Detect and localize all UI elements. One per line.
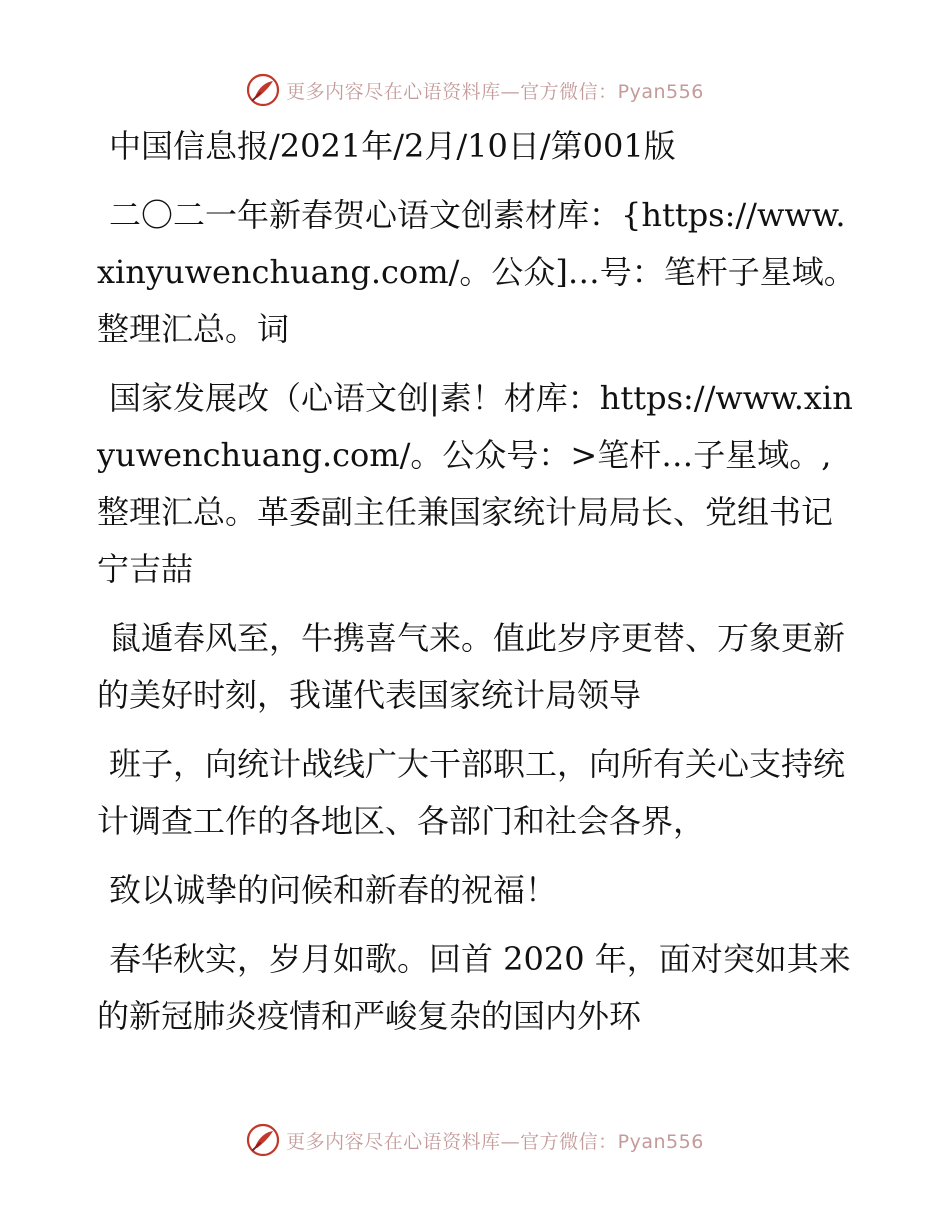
feather-logo-icon — [246, 1123, 280, 1157]
watermark-text: 更多内容尽在心语资料库—官方微信：Pyan556 — [286, 1130, 704, 1153]
paragraph-greeting-cont: 班子，向统计战线广大干部职工，向所有关心支持统计调查工作的各地区、各部门和社会各界， — [97, 745, 846, 840]
wechat-id: Pyan556 — [617, 80, 704, 103]
wechat-id: Pyan556 — [617, 1130, 704, 1153]
article-body — [97, 118, 857, 1045]
watermark-footer — [0, 1120, 950, 1160]
watermark-text: 更多内容尽在心语资料库—官方微信：Pyan556 — [286, 80, 704, 103]
paragraph-author: 国家发展改（心语文创|素！材库：https://www.xinyuwenchuang.com/。公众号：>笔杆…子星域。,整理汇总。革委副主任兼国家统计局局长、党组书记 宁吉喆 — [97, 379, 853, 588]
paragraph-wishes: 致以诚挚的问候和新春的祝福！ — [109, 871, 558, 909]
newspaper-source-line: 中国信息报/2021年/2月/10日/第001版 — [109, 127, 676, 165]
paragraph-title: 二〇二一年新春贺心语文创素材库：{https://www.xinyuwenchuang.com/。公众]…号：笔杆子星域。整理汇总。词 — [97, 196, 856, 348]
paragraph-review: 春华秋实，岁月如歌。回首 2020 年，面对突如其来的新冠肺炎疫情和严峻复杂的国内外环 — [97, 940, 851, 1035]
feather-logo-icon — [246, 73, 280, 107]
watermark-header — [0, 70, 950, 110]
paragraph-greeting: 鼠遁春风至，牛携喜气来。值此岁序更替、万象更新的美好时刻，我谨代表国家统计局领导 — [97, 619, 846, 714]
